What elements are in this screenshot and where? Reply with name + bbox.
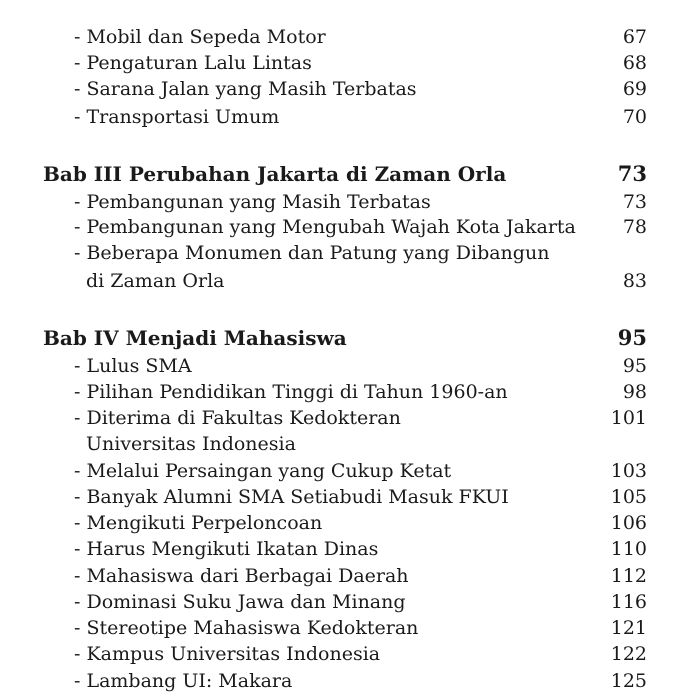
- toc-entry: [0, 458, 700, 484]
- toc-entry-title-continuation: di Zaman Orla: [86, 270, 225, 292]
- chapter-page: 73: [617, 161, 647, 186]
- toc-entry-page: 121: [610, 617, 647, 639]
- toc-entry-page: 67: [622, 26, 647, 48]
- chapter-title: Bab IV Menjadi Mahasiswa: [43, 326, 347, 350]
- toc-entry-title: - Stereotipe Mahasiswa Kedokteran: [74, 617, 419, 639]
- toc-entry-page: 105: [610, 486, 647, 508]
- toc-entry-page: 125: [610, 670, 647, 692]
- toc-entry-page: 95: [622, 355, 647, 377]
- toc-entry: [0, 615, 700, 641]
- toc-entry: [0, 405, 700, 431]
- toc-entry-page: 116: [610, 591, 647, 613]
- toc-entry: [0, 189, 700, 215]
- toc-entry-page: 106: [610, 512, 647, 534]
- toc-entry: [0, 589, 700, 615]
- toc-entry-continuation: [0, 431, 700, 457]
- toc-entry-title: - Lulus SMA: [74, 355, 192, 377]
- toc-entry: [0, 214, 700, 240]
- toc-entry: [0, 240, 700, 266]
- toc-entry: [0, 563, 700, 589]
- toc-entry-title: - Dominasi Suku Jawa dan Minang: [74, 591, 406, 613]
- toc-entry-title: - Harus Mengikuti Ikatan Dinas: [74, 538, 379, 560]
- toc-entry-title: - Sarana Jalan yang Masih Terbatas: [74, 78, 417, 100]
- toc-entry-title: - Lambang UI: Makara: [74, 670, 293, 692]
- toc-entry-page: 78: [622, 216, 647, 238]
- toc-entry-page: 110: [610, 538, 647, 560]
- toc-entry-title: - Pilihan Pendidikan Tinggi di Tahun 1960-an: [74, 381, 508, 403]
- toc-entry-title: - Mahasiswa dari Berbagai Daerah: [74, 565, 409, 587]
- toc-entry-title-continuation: Universitas Indonesia: [86, 433, 296, 455]
- toc-entry-page: 112: [610, 565, 647, 587]
- chapter-title: Bab III Perubahan Jakarta di Zaman Orla: [43, 162, 507, 186]
- toc-entry: [0, 104, 700, 130]
- toc-entry-title: - Banyak Alumni SMA Setiabudi Masuk FKUI: [74, 486, 509, 508]
- toc-entry-page: 69: [622, 78, 647, 100]
- toc-entry: [0, 50, 700, 76]
- toc-entry-continuation: [0, 268, 700, 294]
- toc-entry-title: - Pembangunan yang Masih Terbatas: [74, 191, 431, 213]
- chapter-heading: [0, 161, 700, 187]
- toc-entry-page: 122: [610, 643, 647, 665]
- chapter-heading: [0, 325, 700, 351]
- toc-entry-page: 68: [622, 52, 647, 74]
- toc-entry-title: - Transportasi Umum: [74, 106, 280, 128]
- toc-entry: [0, 484, 700, 510]
- toc-entry: [0, 510, 700, 536]
- toc-entry: [0, 24, 700, 50]
- toc-entry-page: 98: [622, 381, 647, 403]
- toc-entry: [0, 76, 700, 102]
- toc-entry: [0, 668, 700, 694]
- toc-entry-title: - Melalui Persaingan yang Cukup Ketat: [74, 460, 452, 482]
- toc-entry-page: 101: [610, 407, 647, 429]
- toc-entry-title: - Mobil dan Sepeda Motor: [74, 26, 326, 48]
- toc-entry-page: 70: [622, 106, 647, 128]
- toc-entry: [0, 641, 700, 667]
- toc-entry-title: - Pengaturan Lalu Lintas: [74, 52, 312, 74]
- toc-entry-title: - Kampus Universitas Indonesia: [74, 643, 381, 665]
- toc-entry-page: 73: [622, 191, 647, 213]
- toc-entry-title: - Mengikuti Perpeloncoan: [74, 512, 323, 534]
- toc-entry: [0, 379, 700, 405]
- toc-entry-title: - Beberapa Monumen dan Patung yang Dibangun: [74, 242, 550, 264]
- toc-entry-title: - Diterima di Fakultas Kedokteran: [74, 407, 401, 429]
- toc-entry: [0, 353, 700, 379]
- toc-entry: [0, 536, 700, 562]
- toc-entry-title: - Pembangunan yang Mengubah Wajah Kota Jakarta: [74, 216, 576, 238]
- chapter-page: 95: [617, 325, 647, 350]
- toc-entry-page: 83: [622, 270, 647, 292]
- toc-entry-page: 103: [610, 460, 647, 482]
